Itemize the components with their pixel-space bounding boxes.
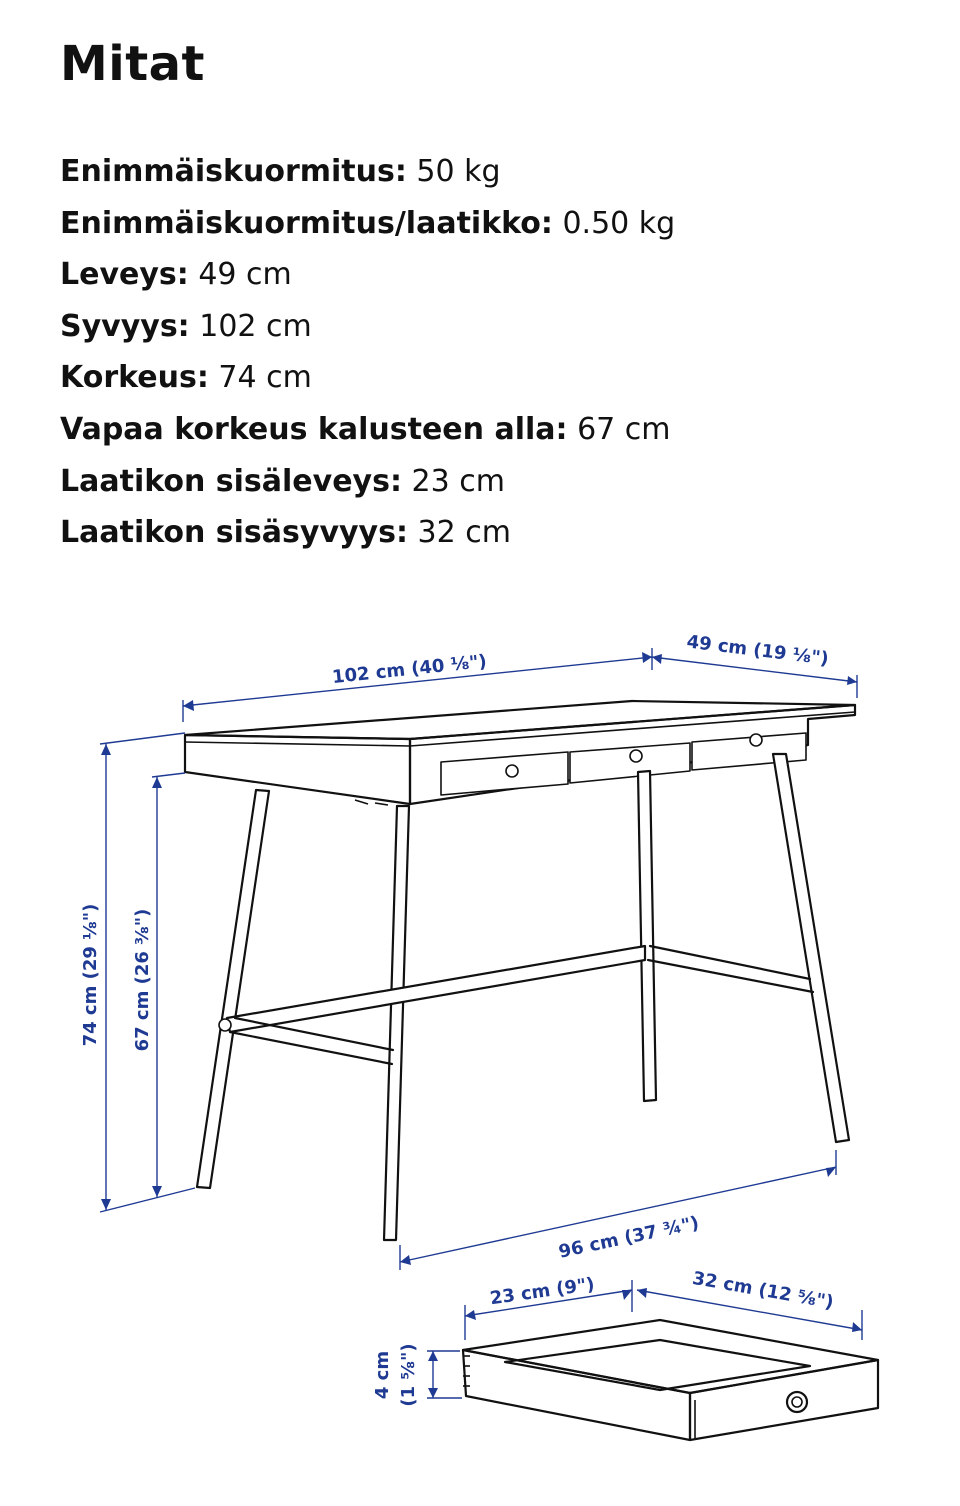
spec-label: Laatikon sisäsyvyys: bbox=[60, 515, 408, 551]
spec-list bbox=[60, 146, 675, 559]
spec-value: 67 cm bbox=[577, 411, 671, 447]
dimension-label-drawer-height: 4 cm bbox=[372, 1350, 393, 1400]
spec-row-clearance bbox=[60, 404, 675, 456]
spec-value: 50 kg bbox=[416, 154, 501, 189]
spec-row-width bbox=[60, 249, 675, 301]
desk-illustration bbox=[185, 701, 855, 1240]
dimension-label-clearance: 67 cm (26 ⅜") bbox=[132, 908, 153, 1052]
dimension-label-width: 49 cm (19 ⅛") bbox=[685, 631, 830, 670]
spec-row-height bbox=[60, 352, 675, 404]
spec-label: Korkeus: bbox=[60, 360, 209, 396]
spec-value: 32 cm bbox=[417, 515, 511, 551]
spec-label: Enimmäiskuormitus: bbox=[60, 154, 407, 189]
spec-label: Laatikon sisäleveys: bbox=[60, 463, 402, 499]
spec-value: 102 cm bbox=[199, 308, 312, 344]
dimension-label-length: 102 cm (40 ⅛") bbox=[331, 650, 488, 689]
spec-row-max-load bbox=[60, 146, 675, 198]
spec-label: Vapaa korkeus kalusteen alla: bbox=[60, 411, 568, 447]
spec-value: 49 cm bbox=[198, 257, 292, 293]
dimension-label-leg-span: 96 cm (37 ¾") bbox=[556, 1212, 701, 1263]
dimension-label-drawer-width: 23 cm (9") bbox=[488, 1273, 596, 1310]
spec-label: Leveys: bbox=[60, 257, 189, 293]
dimension-label-drawer-depth: 32 cm (12 ⅝") bbox=[690, 1267, 836, 1314]
dimension-label-drawer-height-inch: (1 ⅝") bbox=[398, 1343, 419, 1407]
desk-dimension-diagram bbox=[0, 600, 960, 1506]
spec-value: 23 cm bbox=[411, 463, 505, 499]
spec-label: Enimmäiskuormitus/laatikko: bbox=[60, 205, 553, 241]
spec-value: 0.50 kg bbox=[562, 205, 676, 241]
spec-row-drawer-width bbox=[60, 456, 675, 508]
drawer-illustration bbox=[463, 1320, 878, 1440]
spec-row-depth bbox=[60, 301, 675, 353]
page-title: Mitat bbox=[60, 36, 205, 92]
spec-row-max-load-drawer bbox=[60, 198, 675, 250]
spec-row-drawer-depth bbox=[60, 507, 675, 559]
dimension-label-total-height: 74 cm (29 ⅛") bbox=[80, 903, 101, 1047]
spec-value: 74 cm bbox=[218, 360, 312, 396]
spec-label: Syvyys: bbox=[60, 308, 190, 344]
